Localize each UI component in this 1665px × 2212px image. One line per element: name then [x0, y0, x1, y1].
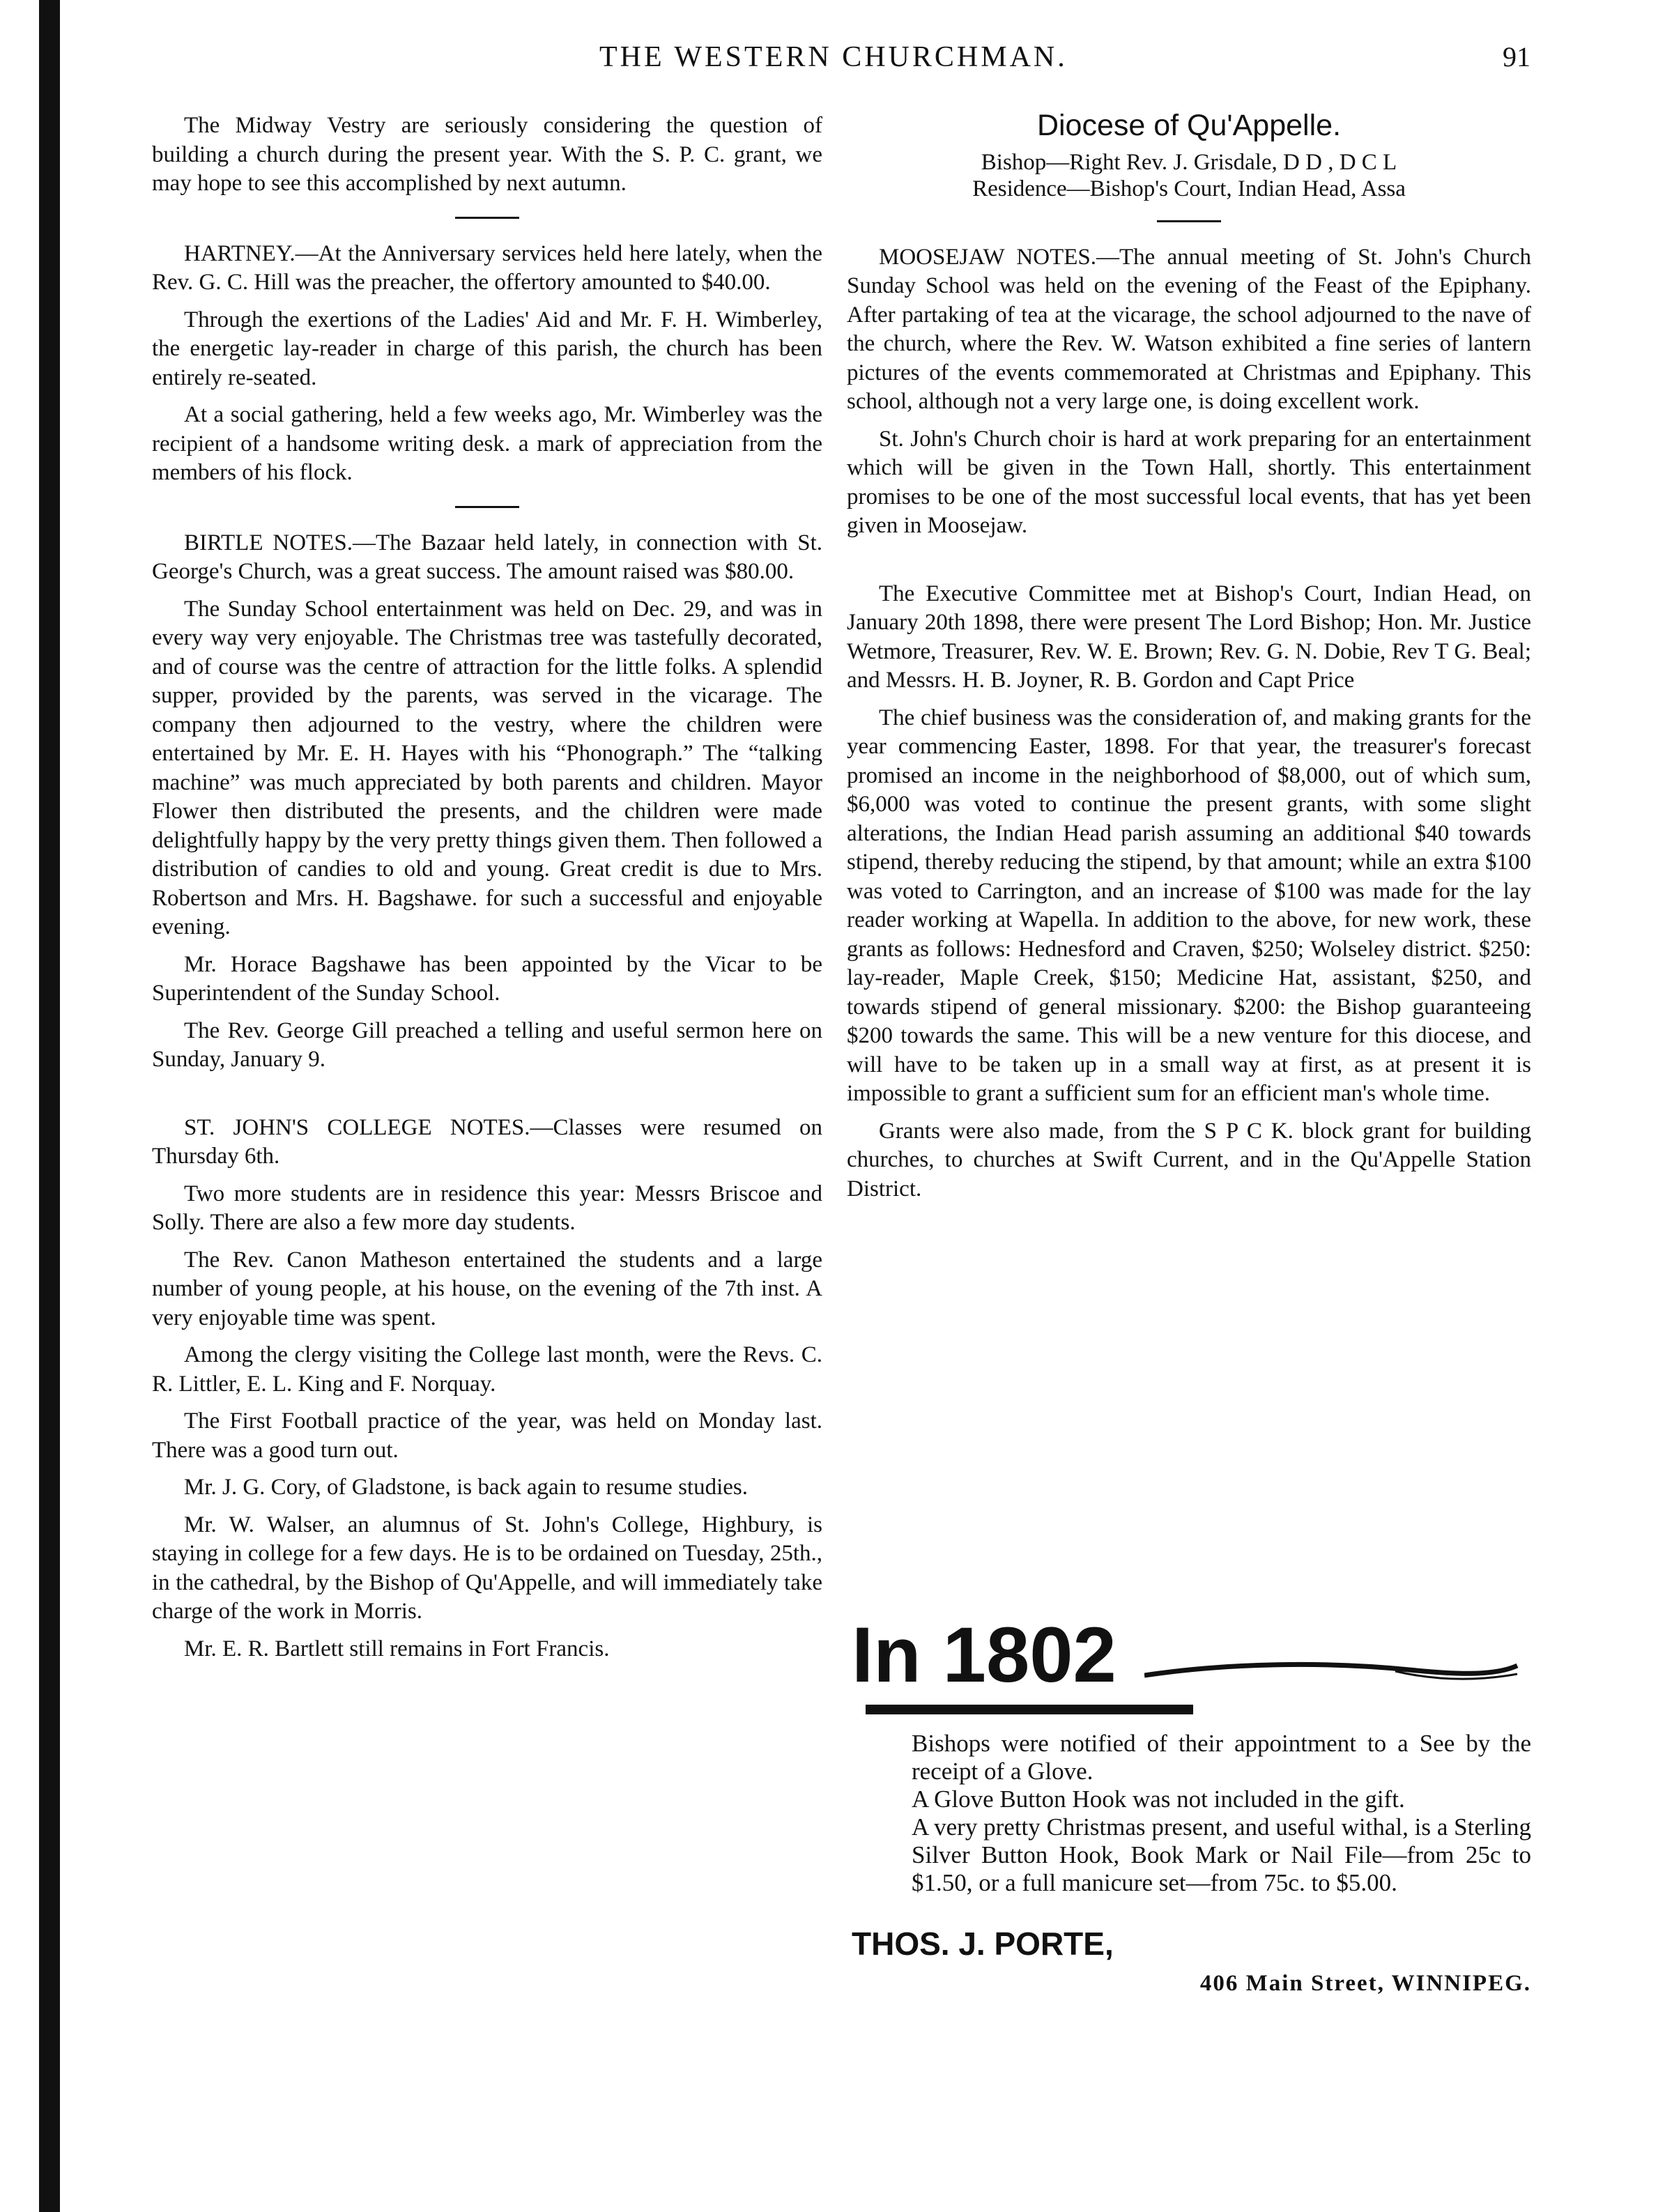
- advertiser-address: 406 Main Street, WINNIPEG.: [1199, 1971, 1531, 1996]
- left-column: [152, 112, 822, 1672]
- midway-paragraph: The Midway Vestry are seriously considering the question of building a church during the present year. With the S. P. C. grant, we may hope to see this accomplished by next autumn.: [152, 113, 822, 196]
- ad-line-1: Bishops were notified of their appointment to a See by the receipt of a Glove.: [912, 1730, 1531, 1785]
- college-paragraph-5: The First Football practice of the year, was held on Monday last. There was a good turn out.: [152, 1408, 822, 1463]
- birtle-paragraph-4: The Rev. George Gill preached a telling and useful sermon here on Sunday, January 9.: [152, 1017, 822, 1072]
- st-johns-college-section: [152, 1114, 822, 1664]
- birtle-paragraph-1: BIRTLE NOTES.—The Bazaar held lately, in connection with St. George's Church, was a great success. The amount raised was $80.00.: [152, 530, 822, 584]
- executive-paragraph-3: Grants were also made, from the S P C K. block grant for building churches, to churches at Swift Current, and in the Qu'Appelle Station District.: [847, 1118, 1531, 1201]
- hartney-paragraph-1: HARTNEY.—At the Anniversary services held here lately, when the Rev. G. C. Hill was the preacher, the offertory amounted to $40.00.: [152, 240, 822, 295]
- diocese-title: Diocese of Qu'Appelle.: [1036, 109, 1342, 142]
- advertisement: [852, 1611, 1531, 1997]
- page-number: 91: [1503, 41, 1530, 72]
- hartney-paragraph-2: Through the exertions of the Ladies' Aid and Mr. F. H. Wimberley, the energetic lay-reader in charge of this parish, the church has been entirely re-seated.: [152, 307, 822, 390]
- right-column: [847, 109, 1531, 1212]
- bishop-line: Bishop—Right Rev. J. Grisdale, D D , D C L: [981, 149, 1397, 175]
- birtle-paragraph-2: The Sunday School entertainment was held on Dec. 29, and was in every way very enjoyable. The Christmas tree was tastefully decorated, and of course was the centre of attraction for the little folks. A splendid supper, provided by the parents, was served in the vicarage. The company then adjourned to the vestry, where the children were entertained by Mr. E. H. Hayes with his “Phonograph.” The “talking machine” was much appreciated by both parents and children. Mayor Flower then distributed the presents, and the children were made delightfully happy by the very pretty things given them. Then followed a distribution of candies to old and young. Great credit is due to Mrs. Robertson and Mrs. H. Bagshawe. for such a successful and enjoyable evening.: [152, 596, 822, 939]
- section-gap: [152, 1083, 822, 1114]
- section-rule: [455, 506, 519, 508]
- college-paragraph-2: Two more students are in residence this year: Messrs Briscoe and Solly. There are also a few more day students.: [152, 1181, 822, 1235]
- hartney-section: [152, 240, 822, 488]
- ad-line-2: A Glove Button Hook was not included in the gift.: [912, 1785, 1405, 1813]
- ad-headline: In 1802: [852, 1611, 1117, 1698]
- birtle-paragraph-3: Mr. Horace Bagshawe has been appointed by the Vicar to be Superintendent of the Sunday School.: [152, 951, 822, 1006]
- running-header: [0, 40, 1665, 82]
- residence-line: Residence—Bishop's Court, Indian Head, Assa: [972, 176, 1406, 201]
- hartney-paragraph-3: At a social gathering, held a few weeks ago, Mr. Wimberley was the recipient of a handsome writing desk. a mark of appreciation from the members of his flock.: [152, 402, 822, 485]
- running-title: THE WESTERN CHURCHMAN.: [599, 41, 1068, 73]
- executive-paragraph-1: The Executive Committee met at Bishop's Court, Indian Head, on January 20th 1898, there were present The Lord Bishop; Hon. Mr. Justice Wetmore, Treasurer, Rev. W. E. Brown; Rev. G. N. Dobie, Rev T G. Beal; and Messrs. H. B. Joyner, R. B. Gordon and Capt Price: [847, 581, 1531, 693]
- executive-committee-section: [847, 580, 1531, 1204]
- section-rule: [455, 217, 519, 219]
- section-rule: [1157, 220, 1221, 222]
- headline-swash-ornament: [1144, 1660, 1521, 1688]
- moosejaw-section: [847, 243, 1531, 541]
- page-binding-edge: [39, 0, 60, 2212]
- ad-heavy-rule: [866, 1705, 1193, 1714]
- college-paragraph-1: ST. JOHN'S COLLEGE NOTES.—Classes were resumed on Thursday 6th.: [152, 1114, 822, 1169]
- moosejaw-paragraph-2: St. John's Church choir is hard at work preparing for an entertainment which will be given in the Town Hall, shortly. This entertainment promises to be one of the most successful local events, that has yet been given in Moosejaw.: [847, 426, 1531, 538]
- advertiser-name: THOS. J. PORTE,: [852, 1926, 1114, 1962]
- college-paragraph-6: Mr. J. G. Cory, of Gladstone, is back again to resume studies.: [184, 1475, 748, 1500]
- ad-line-3: A very pretty Christmas present, and useful withal, is a Sterling Silver Button Hook, Book Mark or Nail File—from 25c to $1.50, or a full manicure set—from 75c. to $5.00.: [912, 1813, 1531, 1896]
- birtle-section: [152, 529, 822, 1075]
- college-paragraph-8: Mr. E. R. Bartlett still remains in Fort Francis.: [184, 1636, 610, 1661]
- section-gap: [847, 549, 1531, 580]
- executive-paragraph-2: The chief business was the consideration of, and making grants for the year commencing Easter, 1898. For that year, the treasurer's forecast promised an income in the neighborhood of $8,000, out of which sum, $6,000 was voted to continue the present grants, with some slight alterations, the Indian Head parish assuming an additional $40 towards stipend, thereby reducing the stipend, by that amount; while an extra $100 was voted to Carrington, and an increase of $100 was made for the lay reader working at Wapella. In addition to the above, for new work, these grants as follows: Hednesford and Craven, $250; Wolseley district. $250: lay-reader, Maple Creek, $150; Medicine Hat, assistant, $250, and towards stipend of general missionary. $200: the Bishop guaranteeing $200 towards the same. This will be a new venture for this diocese, and will have to be taken up in a small way at first, as at present it is impossible to grant a sufficient sum for an efficient man's whole time.: [847, 705, 1531, 1106]
- college-paragraph-3: The Rev. Canon Matheson entertained the students and a large number of young people, at his house, on the evening of the 7th inst. A very enjoyable time was spent.: [152, 1247, 822, 1330]
- moosejaw-paragraph-1: MOOSEJAW NOTES.—The annual meeting of St. John's Church Sunday School was held on the evening of the Feast of the Epiphany. After partaking of tea at the vicarage, the school adjourned to the nave of the church, where the Rev. W. Watson exhibited a fine series of lantern pictures of the events commemorated at Christmas and Epiphany. This school, although not a very large one, is doing excellent work.: [847, 244, 1531, 414]
- ad-body: [912, 1730, 1531, 1897]
- college-paragraph-7: Mr. W. Walser, an alumnus of St. John's College, Highbury, is staying in college for a few days. He is to be ordained on Tuesday, 25th., in the cathedral, by the Bishop of Qu'Appelle, and will immediately take charge of the work in Morris.: [152, 1512, 822, 1624]
- college-paragraph-4: Among the clergy visiting the College last month, were the Revs. C. R. Littler, E. L. King and F. Norquay.: [152, 1342, 822, 1397]
